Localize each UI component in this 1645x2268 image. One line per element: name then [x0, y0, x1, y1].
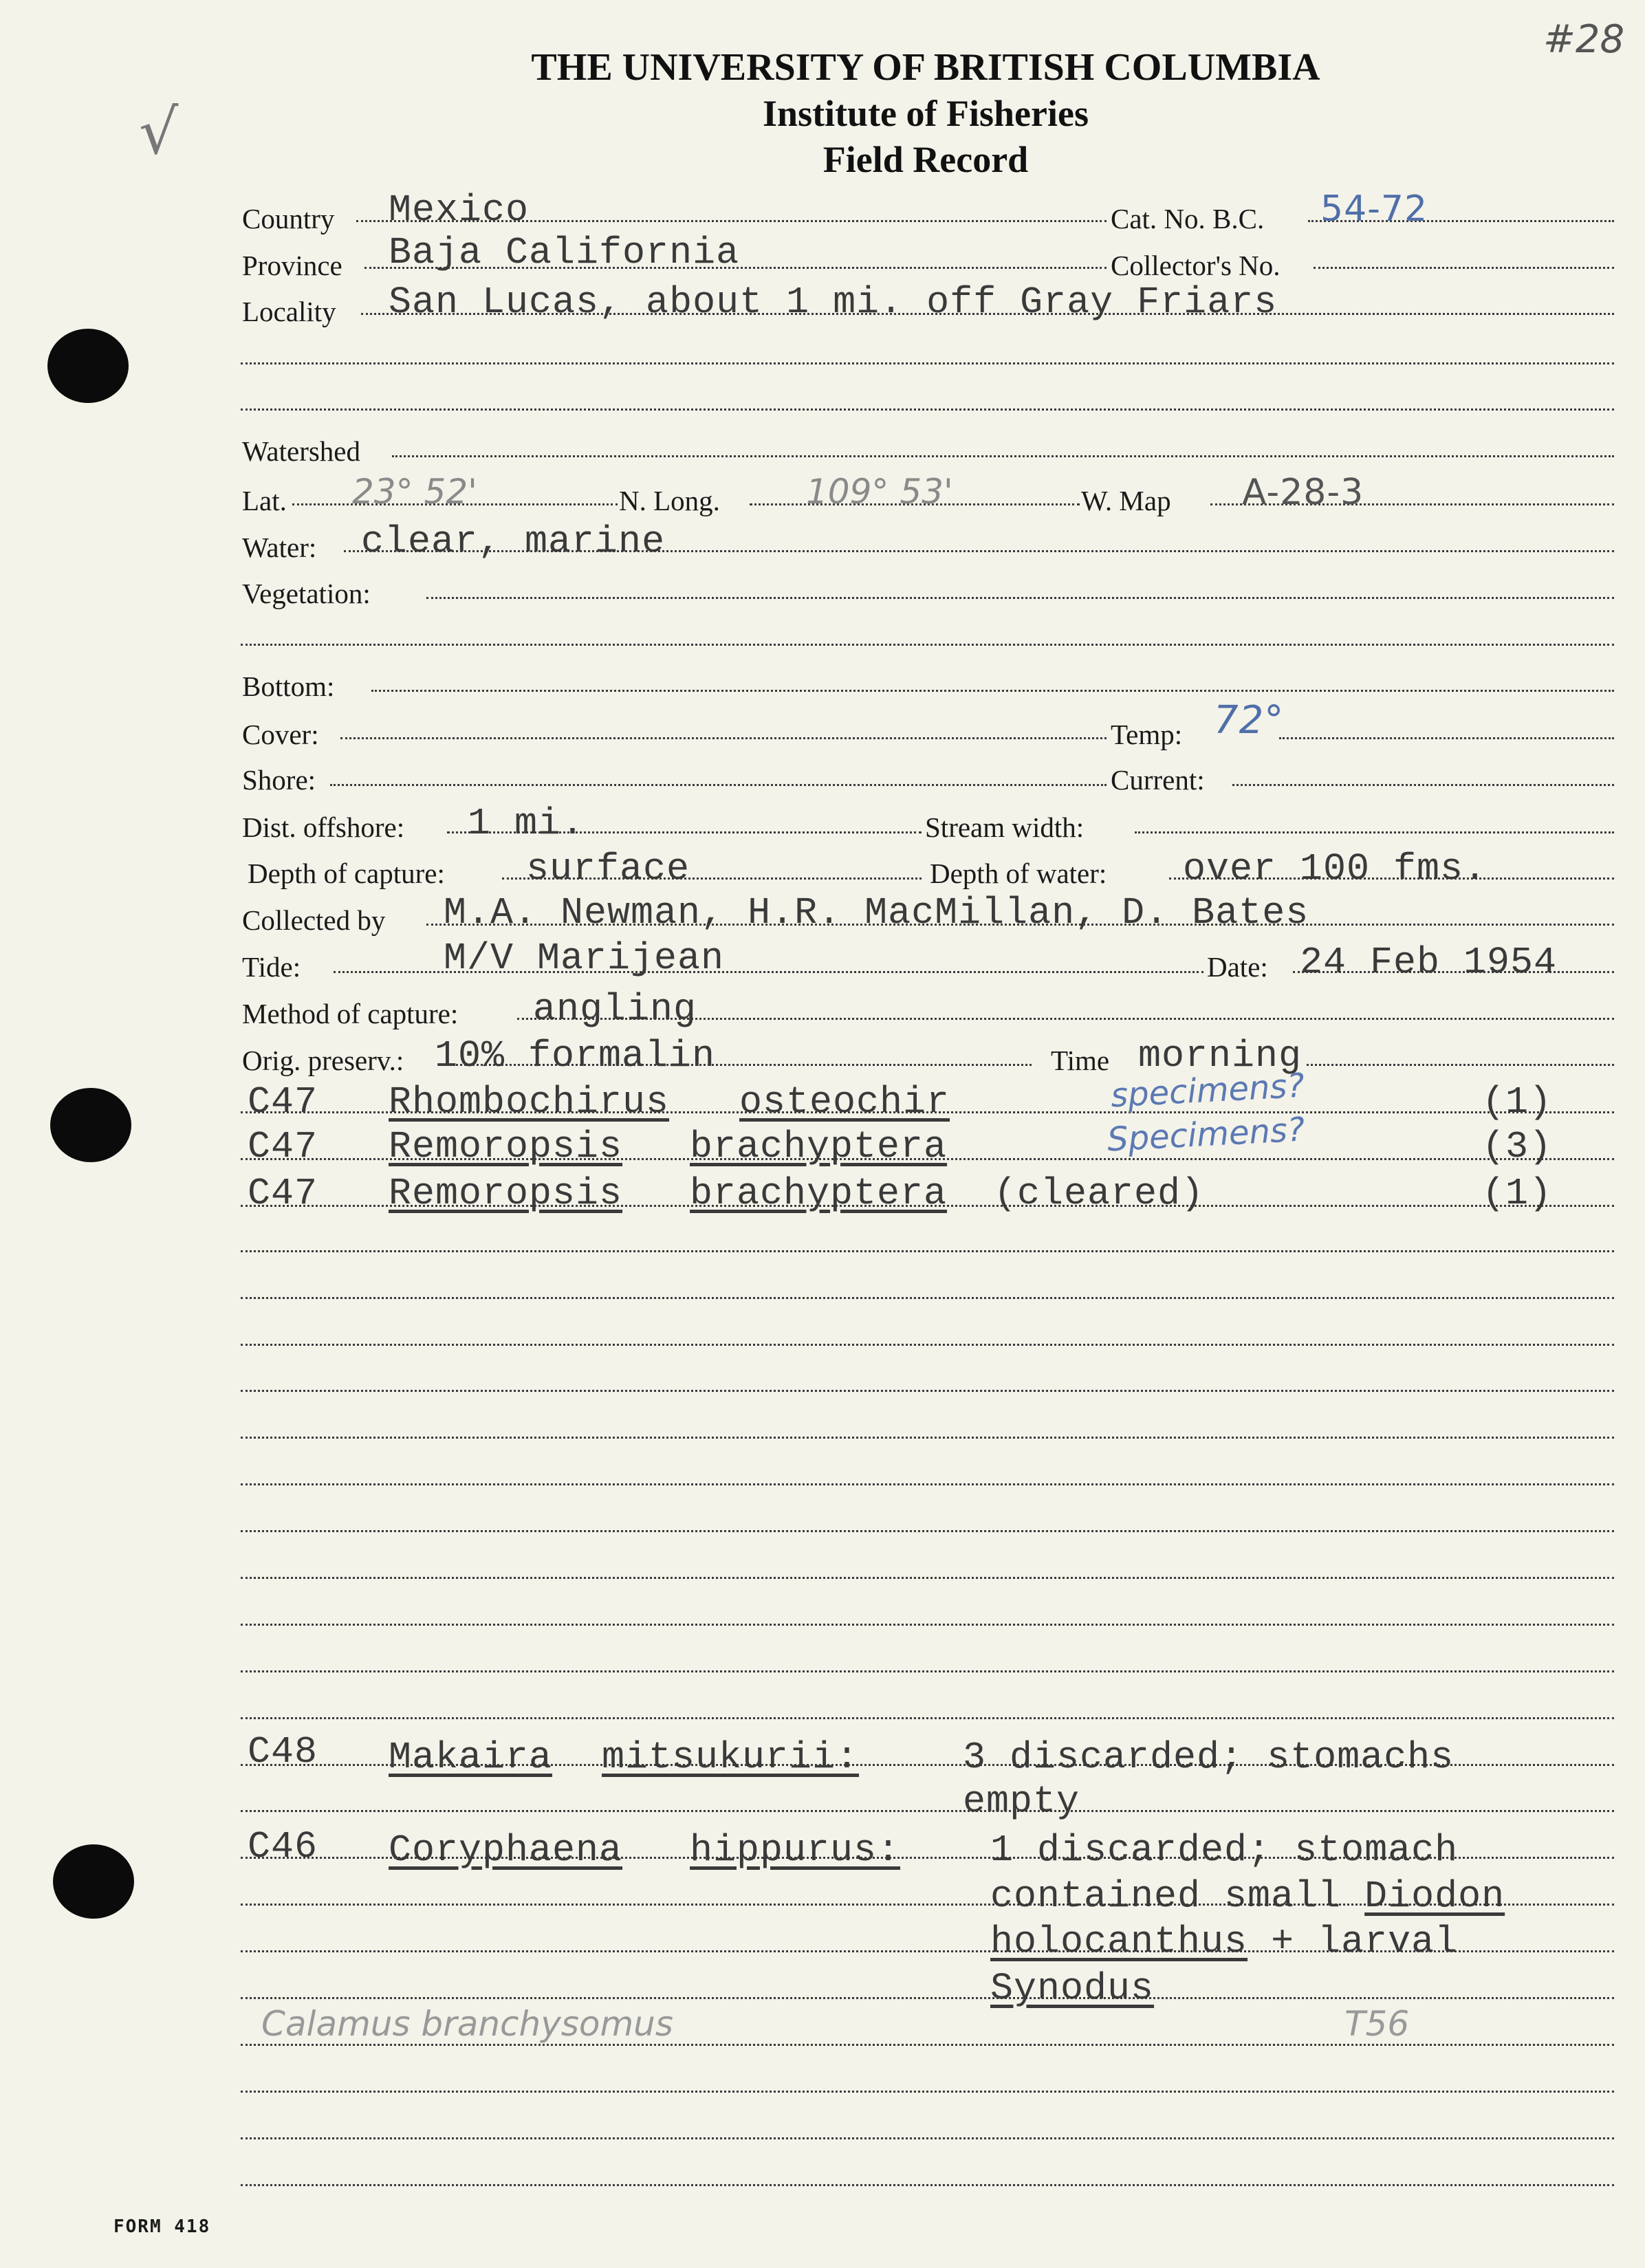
vegetation-label: Vegetation: [242, 578, 371, 609]
rule-blank-17 [241, 2137, 1614, 2139]
specimen-genus: Rhombochirus [389, 1080, 670, 1124]
preserv-value: 10% formalin [435, 1034, 716, 1078]
rule-blank-14 [241, 1717, 1614, 1719]
collected-by-value: M.A. Newman, H.R. MacMillan, D. Bates [444, 891, 1309, 935]
rule-stream [1135, 831, 1614, 833]
specimen-note: specimens? [1109, 1066, 1306, 1115]
temp-value: 72° [1214, 698, 1285, 743]
note-text [990, 1875, 1505, 1918]
rule-note-6 [241, 1997, 1614, 1999]
note-genus-diodon: Diodon [1364, 1875, 1505, 1918]
institute-title: Institute of Fisheries [763, 93, 1089, 134]
rule-time [1307, 1064, 1614, 1066]
note-text [990, 1920, 1459, 1963]
field-record-title: Field Record [822, 139, 1029, 180]
bottom-label: Bottom: [242, 670, 335, 702]
time-label: Time [1051, 1045, 1110, 1076]
date-label: Date: [1207, 951, 1268, 983]
rule-temp [1279, 737, 1614, 739]
province-value: Baja California [389, 231, 740, 274]
sheet-number: #28 [1543, 17, 1625, 62]
specimen-count: (1) [1482, 1172, 1553, 1215]
rule-blank-15 [241, 2044, 1614, 2046]
rule-collector [1314, 267, 1614, 269]
lat-value: 23° 52' [352, 472, 477, 512]
specimen-species: osteochir [739, 1080, 950, 1124]
specimen-species: brachyptera [690, 1172, 948, 1215]
preserv-label: Orig. preserv.: [242, 1045, 404, 1076]
rule-blank-16 [241, 2091, 1614, 2093]
rule-blank-10 [241, 1530, 1614, 1532]
specimen-species: brachyptera [690, 1125, 948, 1168]
country-value: Mexico [389, 188, 530, 232]
date-value: 24 Feb 1954 [1300, 941, 1558, 984]
rule-blank-7 [241, 1390, 1614, 1392]
depth-capture-label: Depth of capture: [248, 858, 445, 889]
rule-blank-5 [241, 1297, 1614, 1299]
rule-blank-2 [241, 408, 1614, 411]
university-title: THE UNIVERSITY OF BRITISH COLUMBIA [531, 46, 1320, 89]
note-species-holocanthus: holocanthus [990, 1920, 1248, 1963]
note-text: empty [963, 1780, 1080, 1823]
collected-by-label: Collected by [242, 904, 386, 936]
water-label: Water: [242, 532, 317, 563]
rule-watershed [392, 455, 1614, 457]
rule-blank-3 [241, 644, 1614, 646]
locality-value: San Lucas, about 1 mi. off Gray Friars [389, 281, 1278, 324]
depth-water-label: Depth of water: [930, 858, 1107, 889]
rule-blank-9 [241, 1483, 1614, 1485]
note-text: 3 discarded; stomachs [963, 1736, 1455, 1779]
method-label: Method of capture: [242, 998, 459, 1029]
rule-blank-13 [241, 1670, 1614, 1672]
form-number: FORM 418 [113, 2216, 211, 2237]
locality-label: Locality [242, 296, 336, 327]
note-genus-synodus: Synodus [990, 1967, 1155, 2010]
rule-blank-12 [241, 1624, 1614, 1626]
note-text: 1 discarded; stomach [990, 1829, 1459, 1872]
current-label: Current: [1111, 764, 1205, 796]
rule-bottom [371, 690, 1614, 692]
cat-no-label: Cat. No. B.C. [1111, 203, 1265, 235]
punch-hole-top [47, 329, 129, 403]
punch-hole-middle [50, 1088, 131, 1162]
specimen-code: C47 [248, 1172, 318, 1215]
note-species: mitsukurii: [602, 1736, 860, 1779]
rule-blank-18 [241, 2184, 1614, 2186]
specimen-extra: (cleared) [994, 1172, 1205, 1215]
specimen-genus: Remoropsis [389, 1125, 623, 1168]
dist-offshore-value: 1 mi. [468, 802, 585, 845]
pencil-species-note: Calamus branchysomus [261, 2004, 673, 2044]
rule-blank-1 [241, 362, 1614, 364]
time-value: morning [1138, 1034, 1303, 1078]
specimen-count: (3) [1482, 1125, 1553, 1168]
n-long-label: N. Long. [619, 485, 720, 516]
specimen-count: (1) [1482, 1080, 1553, 1124]
rule-current [1232, 784, 1614, 786]
cover-label: Cover: [242, 719, 319, 750]
watershed-label: Watershed [242, 435, 361, 467]
note-code: C48 [248, 1730, 318, 1774]
specimen-note: Specimens? [1106, 1110, 1306, 1159]
collector-no-label: Collector's No. [1111, 250, 1281, 281]
check-mark: √ [139, 96, 179, 168]
shore-label: Shore: [242, 764, 316, 796]
note-code: C46 [248, 1825, 318, 1868]
rule-blank-8 [241, 1437, 1614, 1439]
rule-vegetation [426, 597, 1614, 599]
note-species: hippurus: [690, 1829, 901, 1872]
lat-label: Lat. [242, 485, 287, 516]
tide-label: Tide: [242, 951, 301, 983]
w-map-label: W. Map [1081, 485, 1171, 516]
pencil-code-note: T56 [1344, 2004, 1410, 2044]
dist-offshore-label: Dist. offshore: [242, 811, 405, 843]
specimen-code: C47 [248, 1080, 318, 1124]
depth-capture-value: surface [526, 847, 690, 891]
rule-note-2 [241, 1810, 1614, 1812]
specimen-genus: Remoropsis [389, 1172, 623, 1215]
country-label: Country [242, 203, 335, 235]
long-value: 109° 53' [806, 472, 953, 512]
stream-width-label: Stream width: [925, 811, 1085, 843]
province-label: Province [242, 250, 342, 281]
method-value: angling [533, 988, 697, 1031]
rule-blank-11 [241, 1577, 1614, 1579]
cat-no-value: 54-72 [1320, 188, 1428, 230]
note-genus: Makaira [389, 1736, 553, 1779]
rule-cover [340, 737, 1107, 739]
temp-label: Temp: [1111, 719, 1183, 750]
note-text-part: + larval [1248, 1920, 1459, 1963]
punch-hole-bottom [53, 1844, 134, 1919]
rule-shore [330, 784, 1107, 786]
specimen-code: C47 [248, 1125, 318, 1168]
water-value: clear, marine [361, 520, 666, 563]
rule-blank-6 [241, 1344, 1614, 1346]
rule-blank-4 [241, 1250, 1614, 1252]
note-text-part: contained small [990, 1875, 1365, 1918]
vessel-value: M/V Marijean [444, 937, 725, 980]
note-genus: Coryphaena [389, 1829, 623, 1872]
map-value: A-28-3 [1242, 472, 1364, 513]
depth-water-value: over 100 fms. [1183, 847, 1488, 891]
